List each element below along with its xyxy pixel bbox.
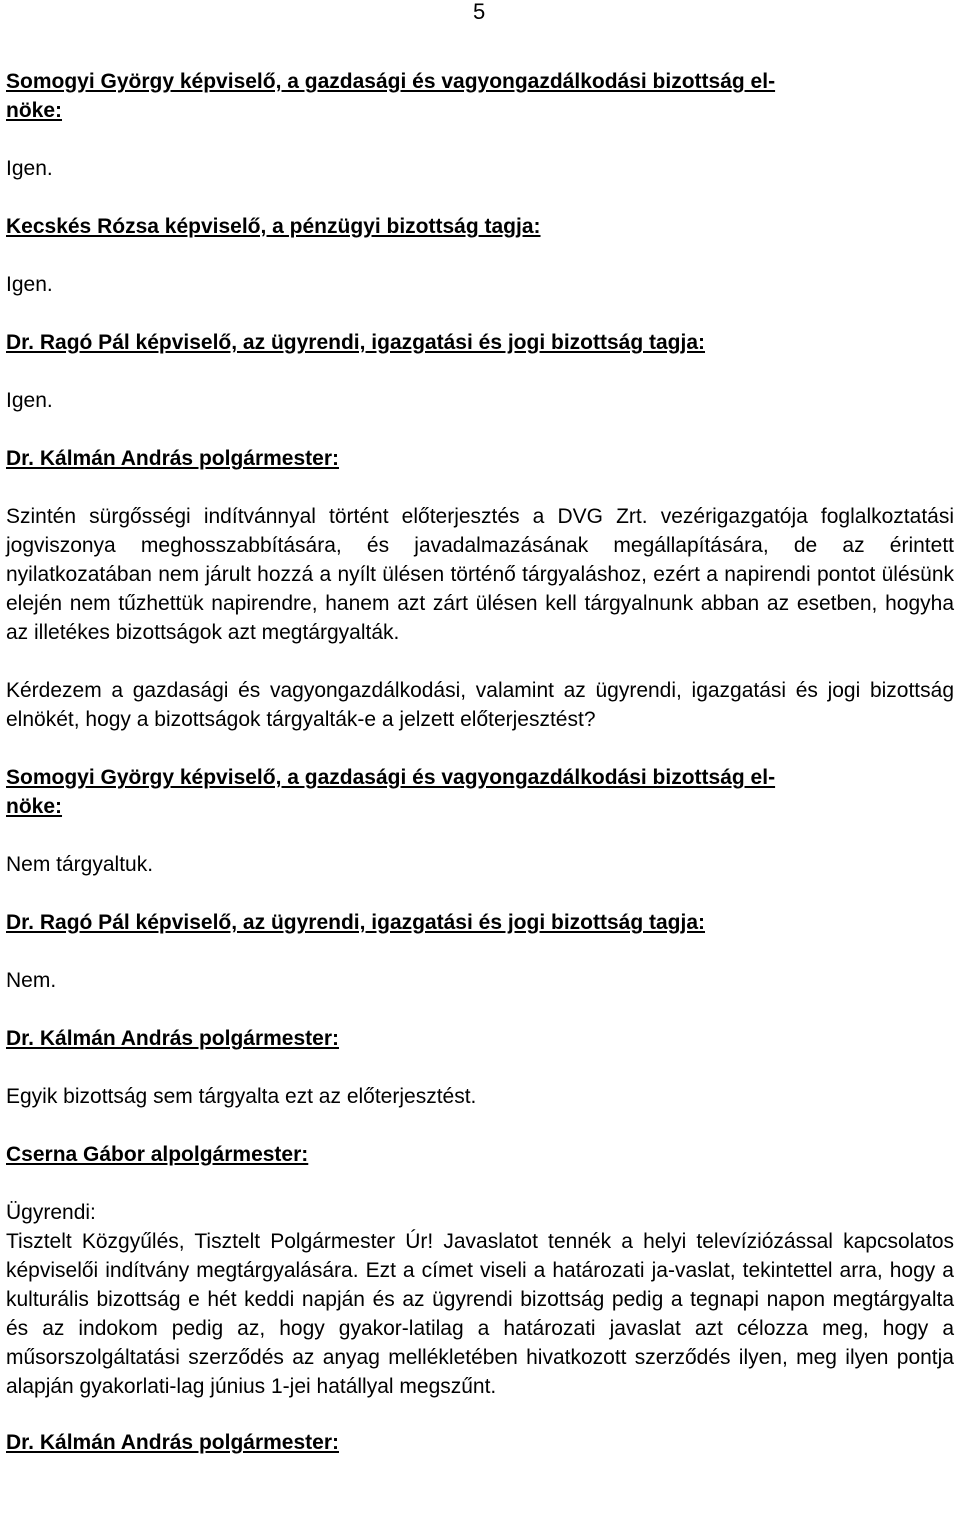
page-number: 5 xyxy=(473,0,486,24)
speaker-block xyxy=(6,212,954,299)
speaker-name: Dr. Kálmán András polgármester: xyxy=(6,447,339,470)
speaker-name-continuation: nöke: xyxy=(6,795,63,818)
reply-text: Igen. xyxy=(6,273,53,296)
speaker-name: Dr. Kálmán András polgármester: xyxy=(6,1431,339,1454)
speaker-name: Somogyi György képviselő, a gazdasági és vagyongazdálkodási bizottság el- xyxy=(6,766,776,789)
speaker-name: Dr. Ragó Pál képviselő, az ügyrendi, igazgatási és jogi bizottság tagja: xyxy=(6,911,706,934)
paragraph: Kérdezem a gazdasági és vagyongazdálkodási, valamint az ügyrendi, igazgatási és jogi bizottság elnökét, hogy a bizottságok tárgyalták-e a jelzett előterjesztést? xyxy=(6,679,954,731)
reply-text: Nem tárgyaltuk. xyxy=(6,853,154,876)
speaker-name: Somogyi György képviselő, a gazdasági és vagyongazdálkodási bizottság el- xyxy=(6,70,776,93)
speaker-block xyxy=(6,328,954,415)
speaker-block xyxy=(6,763,954,879)
speaker-block xyxy=(6,1428,954,1457)
speaker-name: Dr. Ragó Pál képviselő, az ügyrendi, igazgatási és jogi bizottság tagja: xyxy=(6,331,706,354)
paragraph: Szintén sürgősségi indítvánnyal történt előterjesztés a DVG Zrt. vezérigazgatója foglalkoztatási jogviszonya meghosszabbítására, és javadalmazásának megállapítására, de az érintett nyilatkozatában nem járult hozzá a nyílt ülésen történő tárgyaláshoz, ezért a napirendi pontot ülésünk elején nem tűzhettük napirendre, hanem azt zárt ülésen kell tárgyalnunk abban az esetben, hogyha az illetékes bizottságok azt megtárgyalták. xyxy=(6,505,954,644)
speaker-name: Kecskés Rózsa képviselő, a pénzügyi bizottság tagja: xyxy=(6,215,541,238)
paragraph: Tisztelt Közgyűlés, Tisztelt Polgármester Úr! Javaslatot tennék a helyi televíziózással kapcsolatos képviselői indítvány megtárgyalására. Ezt a címet viseli a határozati ja-vaslat, tekintettel arra, hogy a kulturális bizottság e hét keddi napján és az ügyrendi bizottság pedig a tegnapi napon megtárgyalta és az indokom pedig az, hogy gyakor-latilag a határozati javaslat azt célozza meg, hogy a műsorszolgáltatási szerződés az anyag mellékletében hivatkozott szerződés ilyen, meg ilyen pontja alapján gyakorlati-lag június 1-jei hatállyal megszűnt. xyxy=(6,1230,954,1398)
speaker-name: Dr. Kálmán András polgármester: xyxy=(6,1027,339,1050)
reply-text: Nem. xyxy=(6,969,57,992)
reply-text: Igen. xyxy=(6,389,53,412)
reply-text: Igen. xyxy=(6,157,53,180)
section-heading: Ügyrendi: xyxy=(6,1201,96,1224)
speaker-block xyxy=(6,444,954,734)
reply-text: Egyik bizottság sem tárgyalta ezt az előterjesztést. xyxy=(6,1085,477,1108)
speaker-block xyxy=(6,67,954,183)
speaker-block xyxy=(6,1140,954,1401)
speaker-block xyxy=(6,908,954,995)
document-body xyxy=(6,67,954,1457)
speaker-block xyxy=(6,1024,954,1111)
speaker-name: Cserna Gábor alpolgármester: xyxy=(6,1143,309,1166)
speaker-name-continuation: nöke: xyxy=(6,99,63,122)
